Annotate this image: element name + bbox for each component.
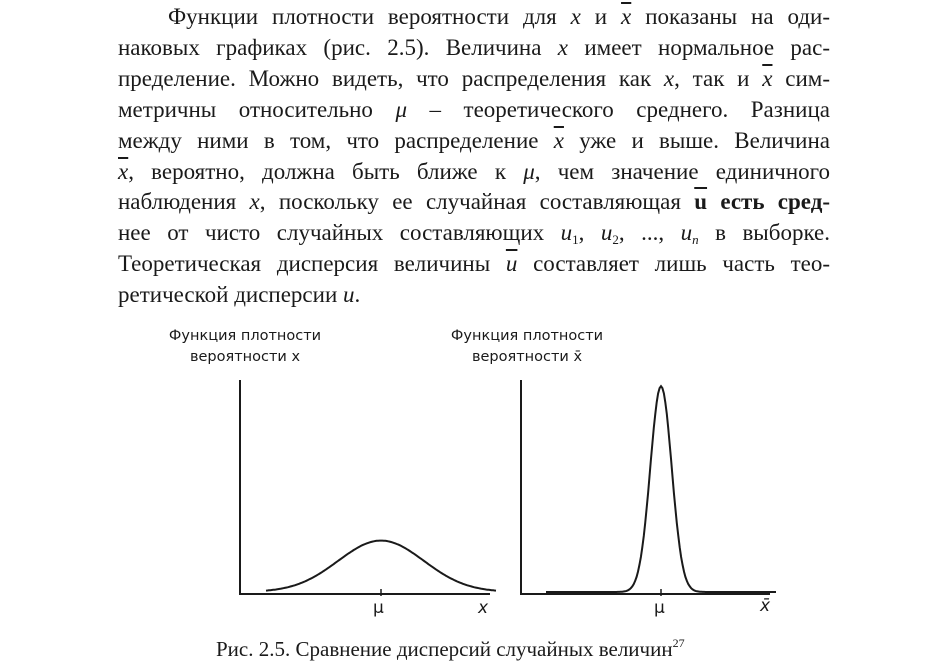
text-run: нее от чисто случайных составляющих: [118, 220, 561, 246]
caption-text: Рис. 2.5. Сравнение дисперсий случайных величин: [216, 637, 673, 661]
var-mu: μ: [395, 96, 407, 122]
left-mu-label: μ: [373, 598, 384, 618]
text-run: наковых графиках (рис. 2.5). Величина: [118, 34, 558, 60]
subscript: 1: [572, 232, 579, 248]
var-u: u: [680, 220, 693, 246]
text-run: составляет лишь часть тео-: [517, 251, 830, 277]
right-y-label-line-1: Функция плотности: [450, 328, 604, 344]
text-run: ретической дисперсии: [118, 282, 344, 308]
caption-footnote: 27: [672, 636, 685, 650]
right-mu-label: μ: [654, 598, 665, 618]
text-run: .: [354, 282, 361, 308]
text-run: пределение. Можно видеть, что распределения как: [118, 65, 664, 91]
var-x-bar: $\overline{x}$: [621, 4, 632, 29]
var-mu: μ: [523, 158, 535, 184]
left-density-curve: [266, 541, 496, 591]
right-axes: [521, 380, 770, 594]
text-run: между ними в том, что распределение: [118, 127, 554, 153]
subscript: n: [692, 232, 699, 248]
var-x: x: [663, 65, 675, 91]
var-u: u: [343, 282, 355, 308]
var-x: x: [557, 34, 568, 60]
text-run: ,: [578, 220, 601, 246]
text-run: , так и: [674, 65, 763, 91]
var-x: x: [570, 4, 581, 29]
var-x: x: [249, 189, 260, 215]
right-x-axis-label: x̄: [760, 596, 771, 616]
text-run: уже и выше. Величина: [563, 127, 830, 153]
text-run: Функции плотности вероятности для: [168, 4, 571, 29]
text-run: , поскольку ее случайная составляющая: [259, 189, 695, 215]
text-run: наблюдения: [118, 189, 250, 215]
text-run: и: [580, 4, 622, 29]
var-x-bar: $\overline{x}$: [762, 65, 773, 91]
left-axes: [240, 380, 490, 594]
text-run: имеет нормальное рас-: [568, 34, 830, 60]
text-run: , вероятно, должна быть ближе к: [128, 158, 524, 184]
right-y-label-line-2: вероятности x̄: [471, 349, 583, 365]
var-u-bar: $\overline{u}$: [505, 251, 518, 277]
text-run: показаны на оди-: [631, 4, 830, 29]
var-x-bar: $\overline{x}$: [553, 127, 564, 153]
left-x-axis-label: x: [478, 598, 489, 618]
subscript: 2: [612, 232, 619, 248]
text-run: , ...,: [618, 220, 681, 246]
var-u: u: [600, 220, 613, 246]
text-run: есть сред-: [707, 189, 831, 215]
var-u-bar: $\overline{u}$: [694, 189, 708, 215]
left-y-label-line-2: вероятности x: [189, 349, 301, 365]
left-y-label-line-1: Функция плотности: [168, 328, 322, 344]
text-run: метричны относительно: [118, 96, 396, 122]
figure-caption: [216, 637, 685, 662]
text-run: Теоретическая дисперсия величины: [118, 251, 506, 277]
text-run: , чем значение единичного: [534, 158, 830, 184]
text-run: – теоретического среднего. Разница: [407, 96, 830, 122]
text-run: сим-: [772, 65, 830, 91]
var-x-bar: $\overline{x}$: [118, 158, 129, 184]
var-u: u: [560, 220, 573, 246]
right-density-curve: [546, 386, 776, 592]
text-run: в выборке.: [698, 220, 831, 246]
